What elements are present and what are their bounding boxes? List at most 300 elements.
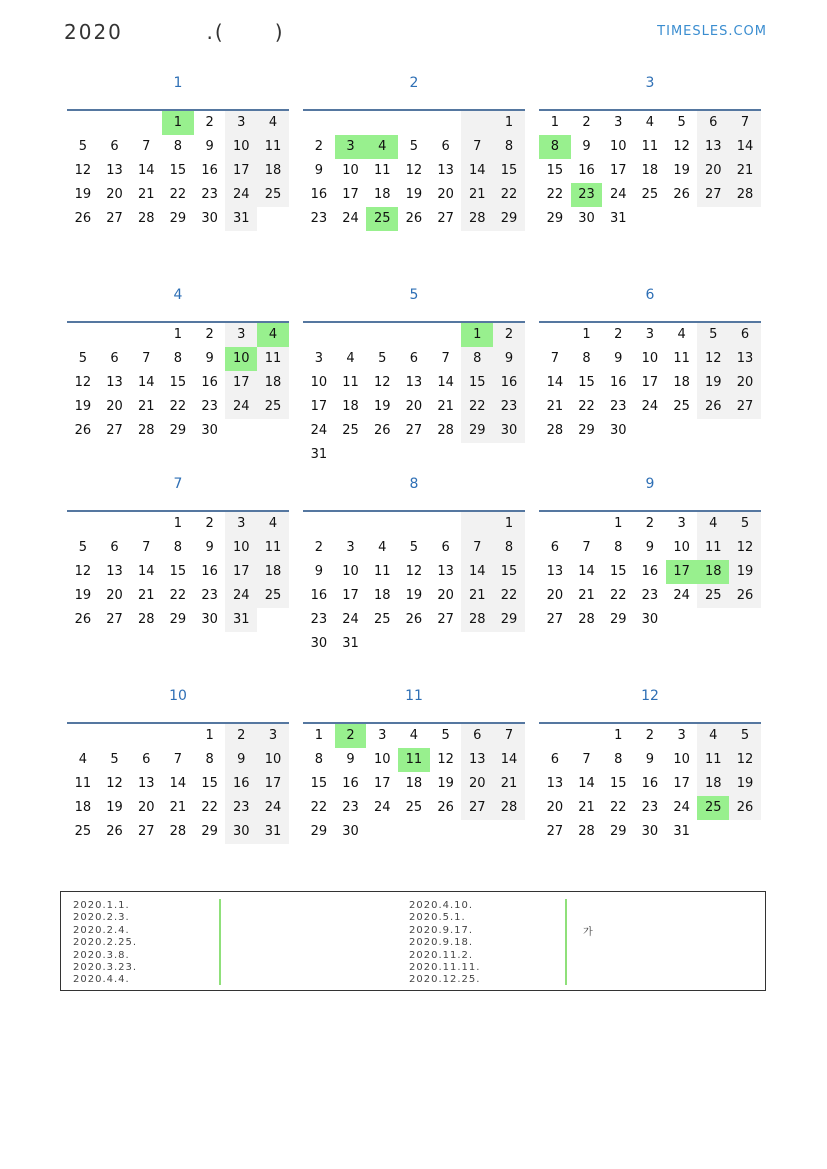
day-cell: 14 [493,748,525,772]
week-row [539,512,761,536]
week-row [67,395,289,419]
day-cell: 26 [74,211,92,226]
empty-cell [697,207,729,231]
day-cell: 12 [673,139,690,154]
day-cell: 28 [578,824,595,839]
day-cell: 16 [641,564,659,579]
day-cell: 17 [225,560,257,584]
day-cell: 13 [729,347,761,371]
day-cell: 18 [697,772,729,796]
holiday-date: 2020.5.1. [409,912,466,924]
day-cell: 7 [582,752,591,767]
day-cell: 5 [110,752,119,767]
empty-cell [634,207,666,231]
day-cell: 9 [205,351,214,366]
empty-cell [571,724,603,748]
week-row [539,820,761,844]
week-row [303,820,525,844]
empty-cell [430,632,462,656]
week-row [67,512,289,536]
day-cell: 4 [257,512,289,536]
day-cell: 5 [441,728,450,743]
empty-cell [430,512,462,536]
day-cell: 7 [729,111,761,135]
day-cell: 23 [225,796,257,820]
empty-cell [398,512,430,536]
empty-cell [430,323,462,347]
day-cell: 18 [257,159,289,183]
day-cell: 1 [314,728,323,743]
holiday-list-box [60,891,766,991]
day-cell: 27 [546,612,564,627]
empty-cell [130,724,162,748]
day-cell: 23 [310,612,328,627]
day-cell: 15 [461,371,493,395]
day-cell: 8 [493,536,525,560]
week-row [539,536,761,560]
day-cell: 7 [142,351,151,366]
day-cell: 26 [697,395,729,419]
empty-cell [398,323,430,347]
month-grid [539,510,761,632]
day-cell: 28 [137,211,155,226]
week-row [67,159,289,183]
day-cell: 22 [201,800,218,815]
day-cell: 17 [342,187,359,202]
empty-cell [729,207,761,231]
empty-cell [461,820,493,844]
day-cell: 18 [74,800,92,815]
week-row [303,772,525,796]
day-cell: 17 [373,776,391,791]
day-cell: 1 [614,516,623,531]
day-cell: 5 [729,724,761,748]
day-cell: 22 [493,183,525,207]
day-cell: 4 [257,111,289,135]
day-cell: 5 [78,540,87,555]
day-cell: 22 [609,588,627,603]
empty-cell [366,632,398,656]
week-row [67,323,289,347]
day-cell: 21 [137,187,155,202]
day-cell: 18 [673,375,690,390]
day-cell: 19 [405,588,423,603]
day-cell: 8 [173,351,183,366]
empty-cell [666,608,698,632]
day-cell: 21 [578,800,595,815]
holiday-date: 2020.1.1. [73,900,130,911]
day-cell: 31 [310,447,328,462]
week-row [303,347,525,371]
week-row [303,584,525,608]
day-cell: 12 [405,564,423,579]
empty-cell [99,512,131,536]
day-cell: 2 [645,516,655,531]
day-cell: 9 [614,351,623,366]
empty-cell [729,608,761,632]
day-cell: 24 [257,796,289,820]
day-cell: 23 [641,800,659,815]
month-grid [303,321,525,467]
day-cell: 2 [205,327,214,342]
day-cell: 15 [493,159,525,183]
day-cell: 9 [314,564,323,579]
day-cell: 17 [342,588,359,603]
empty-cell [398,443,430,467]
day-cell: 27 [461,796,493,820]
week-row [67,724,289,748]
day-cell: 17 [641,375,659,390]
week-row [303,560,525,584]
holiday-date: 2020.4.4. [73,974,130,986]
empty-cell [539,724,571,748]
week-row [67,536,289,560]
day-cell: 30 [225,820,257,844]
site-link[interactable]: TIMESLES.COM [657,24,767,39]
month-grid [539,722,761,844]
day-cell: 22 [169,399,187,414]
empty-cell [461,443,493,467]
day-cell: 15 [609,776,627,791]
holiday-divider-right [565,899,567,985]
day-cell: 7 [493,724,525,748]
day-cell: 29 [493,608,525,632]
day-cell: 11 [641,139,659,154]
day-cell: 11 [697,536,729,560]
week-row [539,183,761,207]
day-cell: 11 [673,351,690,366]
holiday-date: 2020.3.8. [73,949,130,961]
empty-cell [366,443,398,467]
month-grid [67,109,289,231]
month-name: 8 [409,476,419,492]
day-cell: 26 [729,796,761,820]
day-cell: 2 [205,115,214,130]
day-cell: 19 [106,800,123,815]
day-cell: 13 [106,163,123,178]
week-row [303,183,525,207]
month-grid [67,722,289,844]
week-row [539,111,761,135]
day-cell: 8 [205,752,214,767]
week-row [303,207,525,231]
day-cell: 26 [405,612,423,627]
day-cell: 10 [257,748,289,772]
day-cell: 19 [437,776,454,791]
day-cell: 9 [645,540,655,555]
day-cell: 26 [437,800,454,815]
day-cell: 30 [609,423,627,438]
day-cell: 25 [342,423,359,438]
holiday-date: 2020.9.18. [409,937,474,949]
empty-cell [697,820,729,844]
day-cell: 30 [310,636,328,651]
day-cell: 9 [493,347,525,371]
day-cell: 2 [225,724,257,748]
month-name: 9 [645,476,655,492]
day-cell: 20 [437,187,454,202]
day-cell: 23 [201,588,218,603]
week-row [539,608,761,632]
day-cell: 26 [729,584,761,608]
day-cell: 20 [106,187,123,202]
empty-cell [666,419,698,443]
day-cell: 12 [74,564,92,579]
day-cell: 18 [342,399,359,414]
day-cell: 8 [582,351,591,366]
day-cell: 31 [673,824,690,839]
day-cell: 16 [641,776,659,791]
day-cell: 22 [546,187,564,202]
day-cell: 5 [409,540,419,555]
day-cell: 31 [609,211,627,226]
holiday-date: 2020.11.2. [409,949,474,961]
day-cell: 12 [437,752,454,767]
month-grid [539,109,761,231]
empty-cell [335,111,367,135]
day-cell: 7 [461,536,493,560]
day-cell: 16 [310,588,328,603]
day-cell: 30 [201,423,218,438]
day-cell: 20 [106,399,123,414]
day-cell: 6 [697,111,729,135]
day-cell: 9 [346,752,355,767]
day-cell: 6 [550,540,559,555]
day-cell: 1 [493,111,525,135]
day-cell: 25 [697,796,729,820]
day-cell: 7 [142,139,151,154]
day-cell: 29 [169,612,187,627]
day-cell: 23 [201,399,218,414]
week-row [67,135,289,159]
day-cell: 21 [437,399,454,414]
day-cell: 3 [378,728,387,743]
day-cell: 24 [673,588,690,603]
day-cell: 13 [106,375,123,390]
holiday-divider-left [219,899,221,985]
day-cell: 8 [614,752,623,767]
day-cell: 15 [169,564,187,579]
day-cell: 26 [74,612,92,627]
empty-cell [257,608,289,632]
day-cell: 9 [225,748,257,772]
month-grid [67,510,289,632]
month-grid [303,109,525,231]
day-cell: 24 [342,211,359,226]
day-cell: 19 [74,399,92,414]
day-cell: 27 [437,612,454,627]
week-row [539,560,761,584]
day-cell: 16 [201,163,218,178]
day-cell: 20 [461,772,493,796]
day-cell: 2 [205,516,214,531]
day-cell: 15 [546,163,564,178]
empty-cell [461,512,493,536]
week-row [67,419,289,443]
day-cell: 5 [677,115,686,130]
empty-cell [398,820,430,844]
empty-cell [303,512,335,536]
day-cell: 1 [582,327,591,342]
day-cell: 24 [373,800,391,815]
month-name: 7 [173,476,183,492]
day-cell: 4 [645,115,655,130]
day-cell: 12 [697,347,729,371]
day-cell: 27 [437,211,454,226]
day-cell: 28 [137,423,155,438]
empty-cell [729,419,761,443]
day-cell: 13 [437,163,454,178]
month-name: 11 [405,688,423,704]
day-cell: 17 [225,371,257,395]
empty-cell [303,111,335,135]
day-cell: 25 [74,824,92,839]
day-cell: 29 [578,423,595,438]
holiday-list-left [73,900,137,987]
day-cell: 12 [74,375,92,390]
empty-cell [99,724,131,748]
day-cell: 16 [201,375,218,390]
week-row [539,584,761,608]
week-row [539,135,761,159]
day-cell: 1 [173,516,183,531]
day-cell: 23 [493,395,525,419]
day-cell: 18 [697,560,729,584]
day-cell: 28 [169,824,187,839]
day-cell: 4 [409,728,419,743]
day-cell: 14 [137,163,155,178]
empty-cell [225,419,257,443]
day-cell: 12 [729,536,761,560]
month-name: 12 [641,688,659,704]
week-row [539,371,761,395]
day-cell: 28 [493,796,525,820]
day-cell: 20 [546,800,564,815]
empty-cell [398,111,430,135]
empty-cell [729,820,761,844]
month-grid [539,321,761,443]
week-row [303,371,525,395]
week-row [539,724,761,748]
day-cell: 20 [697,159,729,183]
day-cell: 3 [314,351,323,366]
day-cell: 10 [225,135,257,159]
day-cell: 11 [257,347,289,371]
day-cell: 14 [137,564,155,579]
day-cell: 29 [461,419,493,443]
day-cell: 15 [169,163,187,178]
day-cell: 14 [437,375,454,390]
day-cell: 7 [550,351,559,366]
empty-cell [461,632,493,656]
week-row [303,419,525,443]
week-row [539,748,761,772]
day-cell: 29 [609,824,627,839]
day-cell: 27 [106,423,123,438]
day-cell: 18 [257,560,289,584]
day-cell: 14 [461,159,493,183]
day-cell: 3 [645,327,655,342]
week-row [303,632,525,656]
day-cell: 28 [461,207,493,231]
day-cell: 9 [314,163,323,178]
week-row [67,820,289,844]
day-cell: 1 [173,327,183,342]
day-cell: 4 [697,512,729,536]
empty-cell [493,820,525,844]
day-cell: 27 [137,824,155,839]
day-cell: 12 [373,375,391,390]
day-cell: 27 [546,824,564,839]
month-grid [303,510,525,656]
day-cell: 1 [614,728,623,743]
day-cell: 22 [169,187,187,202]
day-cell: 26 [106,824,123,839]
day-cell: 4 [78,752,87,767]
day-cell: 18 [257,371,289,395]
day-cell: 1 [205,728,214,743]
day-cell: 10 [641,351,659,366]
day-cell: 7 [582,540,591,555]
day-cell: 25 [373,612,391,627]
empty-cell [99,323,131,347]
day-cell: 15 [493,560,525,584]
week-row [303,536,525,560]
week-row [303,724,525,748]
day-cell: 11 [697,748,729,772]
week-row [303,608,525,632]
week-row [67,371,289,395]
day-cell: 31 [225,207,257,231]
day-cell: 5 [409,139,419,154]
day-cell: 21 [169,800,187,815]
day-cell: 24 [225,183,257,207]
empty-cell [257,207,289,231]
day-cell: 11 [74,776,92,791]
day-cell: 25 [257,183,289,207]
day-cell: 15 [609,564,627,579]
month-grid [67,321,289,443]
day-cell: 13 [405,375,423,390]
day-cell: 5 [78,351,87,366]
week-row [303,159,525,183]
day-cell: 11 [257,536,289,560]
day-cell: 18 [405,776,423,791]
day-cell: 11 [373,564,391,579]
day-cell: 11 [373,163,391,178]
day-cell: 6 [110,351,119,366]
holiday-date: 2020.9.17. [409,924,474,936]
day-cell: 27 [697,183,729,207]
day-cell: 14 [137,375,155,390]
day-cell: 22 [578,399,595,414]
day-cell: 6 [409,351,419,366]
week-row [303,135,525,159]
day-cell: 12 [106,776,123,791]
day-cell: 17 [673,776,690,791]
empty-cell [162,724,194,748]
day-cell: 28 [729,183,761,207]
empty-cell [67,323,99,347]
day-cell: 15 [578,375,595,390]
empty-cell [366,111,398,135]
holiday-list-right [409,900,480,987]
day-cell: 24 [673,800,690,815]
day-cell: 1 [461,323,493,347]
day-cell: 2 [335,724,367,748]
day-cell: 4 [346,351,355,366]
day-cell: 9 [205,540,214,555]
